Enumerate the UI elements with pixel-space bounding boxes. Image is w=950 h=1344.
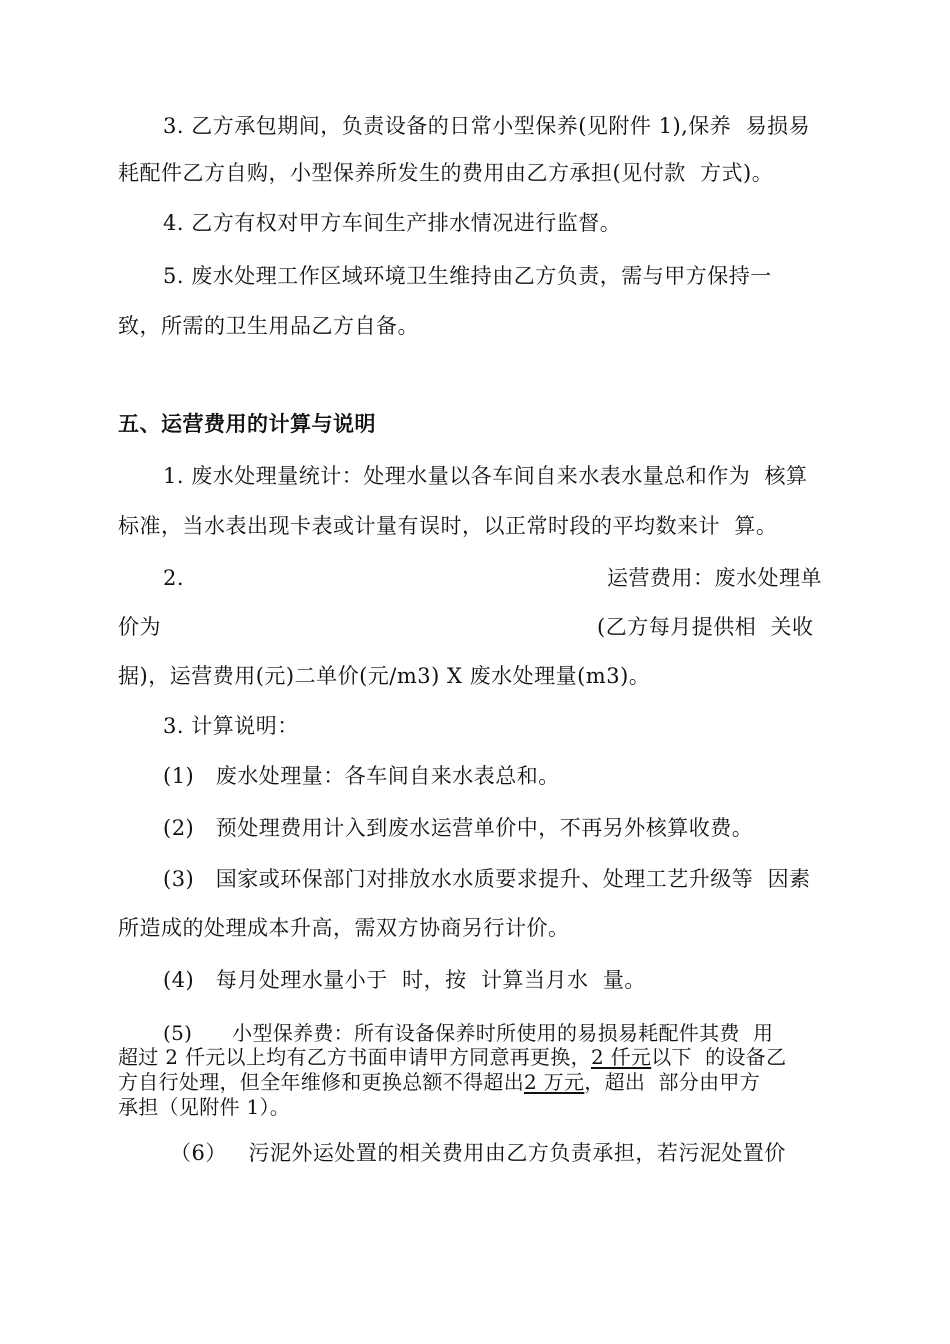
clause-4: 4. 乙方有权对甲方车间生产排水情况进行监督。 bbox=[163, 211, 622, 235]
clause-5-line-1: 5. 废水处理工作区域环境卫生维持由乙方负责，需与甲方保持一 bbox=[163, 264, 772, 288]
calc-note-1: (1) 废水处理量：各车间自来水表总和。 bbox=[163, 764, 560, 788]
calc-note-5-line-3-a: 方自行处理，但全年维修和更换总额不得超出 bbox=[118, 1070, 524, 1094]
calc-note-5-line-2-b: 以下 的设备乙 bbox=[651, 1045, 787, 1069]
calc-note-5-line-3-b: ，超出 部分由甲方 bbox=[584, 1070, 761, 1094]
clause-3-line-1: 3. 乙方承包期间，负责设备的日常小型保养(见附件 1),保养 易损易 bbox=[163, 114, 811, 138]
calc-note-5-line-4: 承担（见附件 1）。 bbox=[118, 1095, 291, 1119]
calc-note-6: （6） 污泥外运处置的相关费用由乙方负责承担，若污泥处置价 bbox=[170, 1141, 786, 1165]
item-2-line-1-right: 运营费用：废水处理单 bbox=[607, 566, 822, 590]
item-3: 3. 计算说明： bbox=[163, 714, 299, 738]
calc-note-2: (2) 预处理费用计入到废水运营单价中，不再另外核算收费。 bbox=[163, 816, 754, 840]
calc-note-5-line-2-a: 超过 2 仟元以上均有乙方书面申请甲方同意再更换， bbox=[118, 1045, 591, 1069]
underlined-amount-2k: 2 仟元 bbox=[590, 1045, 652, 1069]
item-2-number: 2. bbox=[163, 566, 185, 590]
calc-note-4: (4) 每月处理水量小于 时，按 计算当月水 量。 bbox=[163, 968, 646, 992]
clause-5-line-2: 致，所需的卫生用品乙方自备。 bbox=[118, 314, 419, 338]
calc-note-5-line-3 bbox=[118, 1071, 760, 1093]
item-2-line-2-left: 价为 bbox=[118, 615, 161, 639]
calc-note-5-line-1: (5) 小型保养费：所有设备保养时所使用的易损易耗配件其费 用 bbox=[163, 1021, 774, 1045]
item-2-line-3: 据)，运营费用(元)二单价(元/m3) X 废水处理量(m3)。 bbox=[118, 664, 651, 688]
underlined-amount-20k: 2 万元 bbox=[524, 1070, 585, 1094]
calc-note-3-line-2: 所造成的处理成本升高，需双方协商另行计价。 bbox=[118, 916, 570, 940]
calc-note-3-line-1: (3) 国家或环保部门对排放水水质要求提升、处理工艺升级等 因素 bbox=[163, 867, 811, 891]
item-1-line-1: 1. 废水处理量统计：处理水量以各车间自来水表水量总和作为 核算 bbox=[163, 464, 808, 488]
clause-3-line-2: 耗配件乙方自购，小型保养所发生的费用由乙方承担(见付款 方式)。 bbox=[118, 161, 774, 185]
calc-note-5-line-2 bbox=[118, 1046, 786, 1068]
item-2-line-2-right: (乙方每月提供相 关收 bbox=[597, 615, 814, 639]
item-1-line-2: 标准，当水表出现卡表或计量有误时，以正常时段的平均数来计 算。 bbox=[118, 514, 778, 538]
section-heading-5: 五、运营费用的计算与说明 bbox=[118, 411, 376, 436]
